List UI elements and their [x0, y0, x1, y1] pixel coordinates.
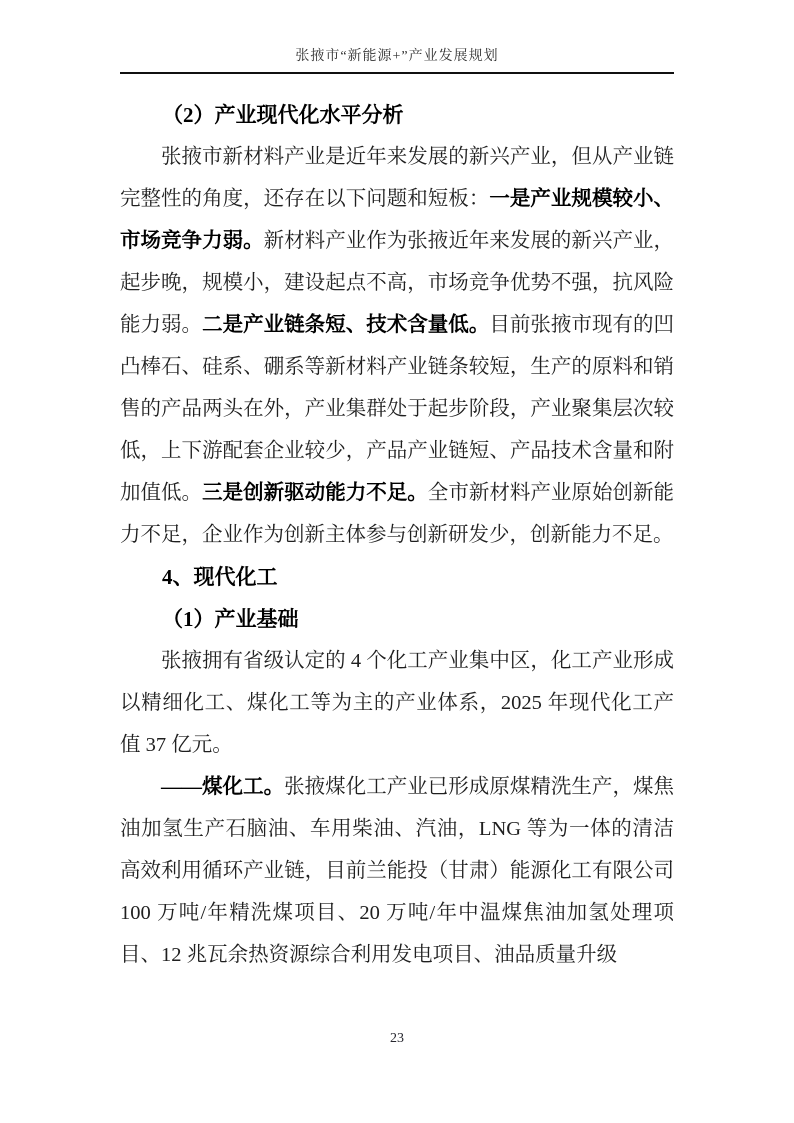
paragraph	[120, 136, 674, 556]
section-heading: 4、现代化工	[162, 565, 278, 589]
paragraph	[120, 640, 674, 766]
page-number: 23	[390, 1031, 404, 1046]
bold-text-run: 三是创新驱动能力不足。	[202, 482, 428, 504]
text-run: 目前张掖市现有的凹凸棒石、硅系、硼系等新材料产业链条较短，生产的原料和销售的产品两头在外，产业集群处于起步阶段，产业聚集层次较低，上下游配套企业较少，产品产业链短、产品技术含量和附加值低。	[120, 314, 675, 504]
header-title: 张掖市“新能源+”产业发展规划	[295, 49, 499, 64]
text-run: 张掖拥有省级认定的 4 个化工产业集中区，化工产业形成以精细化工、煤化工等为主的产业体系，2025 年现代化工产值 37 亿元。	[120, 650, 674, 756]
text-run: 张掖市新材料产业是近年来发展的新兴产业，但从产业链完整性的角度，还存在以下问题和短板：	[120, 146, 674, 210]
content	[120, 94, 674, 976]
text-run: 张掖煤化工产业已形成原煤精洗生产，煤焦油加氢生产石脑油、车用柴油、汽油，LNG 等为一体的清洁高效利用循环产业链，目前兰能投（甘肃）能源化工有限公司 100 万吨/年精洗煤项目、20 万吨/年中温煤焦油加氢处理项目、12 兆瓦余热资源综合利用发电项目、油品质量升级	[120, 776, 674, 966]
text-run: 新材料产业作为张掖近年来发展的新兴产业，起步晚，规模小，建设起点不高，市场竞争优势不强，抗风险能力弱。	[120, 230, 675, 336]
paragraph	[120, 766, 674, 976]
bold-text-run: 二是产业链条短、技术含量低。	[202, 314, 490, 336]
bold-text-run: 一是产业规模较小、市场竞争力弱。	[120, 188, 675, 252]
section-heading: （2）产业现代化水平分析	[162, 103, 404, 127]
section-heading: （1）产业基础	[162, 607, 299, 631]
text-run: 全市新材料产业原始创新能力不足，企业作为创新主体参与创新研发少，创新能力不足。	[120, 482, 675, 546]
page-header	[120, 45, 674, 74]
page-footer	[0, 1031, 794, 1047]
bold-text-run: ——煤化工。	[161, 776, 285, 798]
